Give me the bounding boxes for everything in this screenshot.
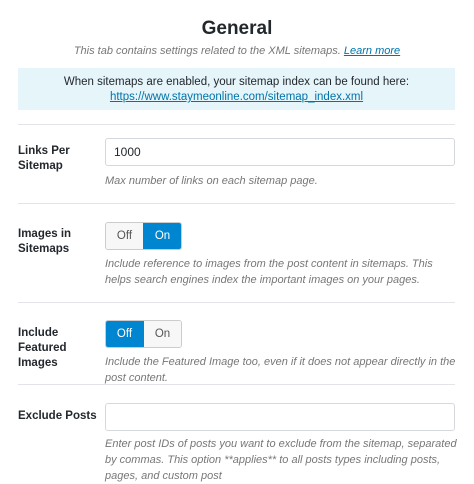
images-in-sitemaps-off-button[interactable]: Off (106, 223, 143, 249)
divider (18, 384, 455, 385)
links-per-sitemap-description: Max number of links on each sitemap page. (105, 175, 318, 187)
divider (18, 302, 455, 303)
exclude-posts-label: Exclude Posts (18, 410, 97, 422)
images-in-sitemaps-toggle (105, 222, 182, 250)
exclude-posts-description: Enter post IDs of posts you want to exclude from the sitemap, separated by commas. This option **applies** to all posts types including posts, pages, and custom post (105, 438, 457, 482)
include-featured-images-description: Include the Featured Image too, even if it does not appear directly in the post content. (105, 356, 456, 384)
include-featured-images-on-button[interactable]: On (143, 321, 181, 347)
exclude-posts-input[interactable] (105, 403, 455, 431)
page-title: General (201, 18, 273, 39)
include-featured-images-toggle (105, 320, 182, 348)
images-in-sitemaps-label: Images in Sitemaps (18, 228, 72, 255)
sitemap-index-notice (18, 68, 455, 110)
include-featured-images-off-button[interactable]: Off (106, 321, 143, 347)
learn-more-link[interactable]: Learn more (343, 45, 401, 57)
subtitle-text: This tab contains settings related to the XML sitemaps. (73, 45, 341, 57)
links-per-sitemap-label: Links Per Sitemap (18, 145, 70, 172)
images-in-sitemaps-on-button[interactable]: On (143, 223, 181, 249)
images-in-sitemaps-description: Include reference to images from the post content in sitemaps. This helps search engines index the important images on your pages. (105, 258, 433, 286)
links-per-sitemap-input[interactable] (105, 138, 455, 166)
include-featured-images-label: Include Featured Images (18, 327, 67, 369)
notice-text: When sitemaps are enabled, your sitemap index can be found here: (63, 76, 410, 88)
divider (18, 203, 455, 204)
divider (18, 124, 455, 125)
sitemap-index-link[interactable]: https://www.staymeonline.com/sitemap_index.xml (109, 91, 364, 103)
page-subtitle (0, 45, 474, 57)
